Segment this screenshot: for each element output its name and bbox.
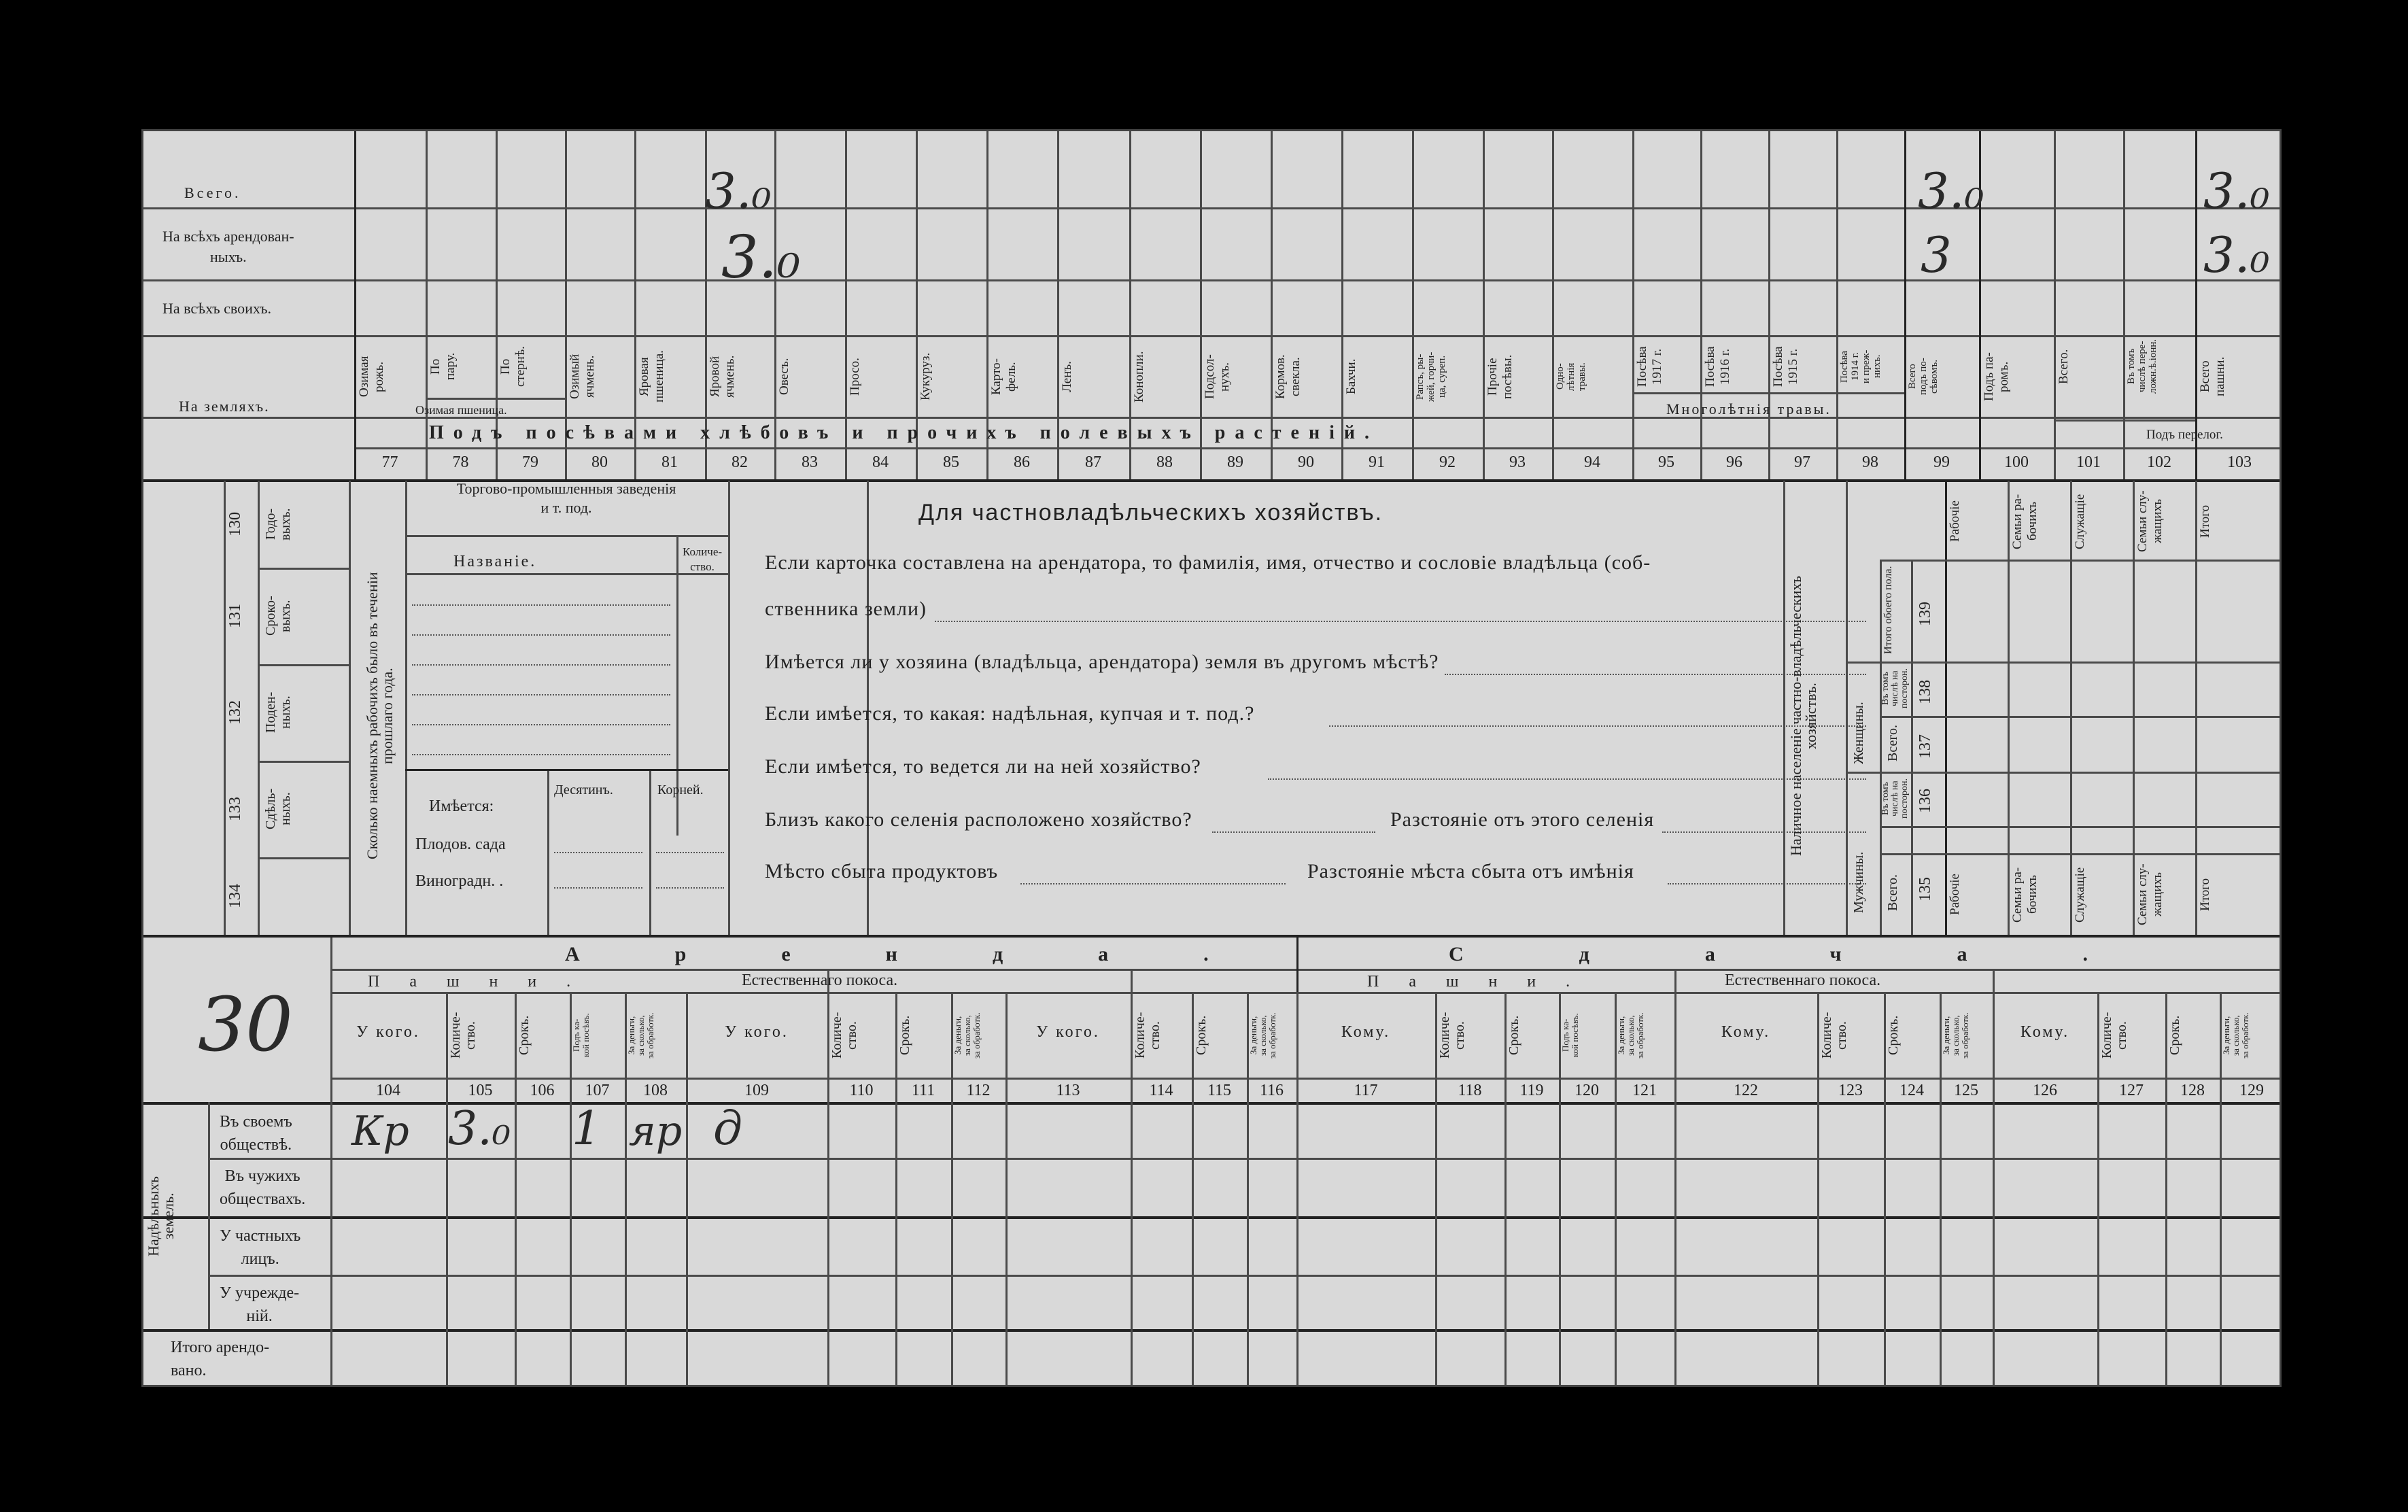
population-category: Рабочіе: [1948, 874, 1962, 916]
hw-total-103: 3.₀: [2203, 162, 2270, 220]
hw-row-term: 1: [572, 1102, 602, 1156]
crop-column-line: [1632, 131, 1634, 479]
crop-column-number: 86: [1014, 453, 1030, 471]
crop-header-label: Посѣва 1914 г. и преж- нихъ.: [1839, 349, 1882, 383]
crop-column-line: [1836, 131, 1838, 479]
worker-col-number: 133: [226, 797, 244, 821]
lease-header-komu: Кому.: [1721, 1023, 1771, 1041]
lease-column-number: 113: [1056, 1082, 1080, 1099]
lease-header-u-kogo: У кого.: [1036, 1023, 1100, 1041]
hw-row-qty: 3.₀: [448, 1102, 511, 1156]
population-label: Наличное населеніе частно-владѣльческихъ хозяйствъ.: [1787, 576, 1819, 856]
hw-row-posev: яр: [629, 1107, 683, 1155]
lease-header-za-dengi: За деньги, за сколько, за обработк.: [2221, 1012, 2250, 1059]
hw-total-99: 3.₀: [1918, 162, 1984, 220]
crop-column-line: [354, 131, 356, 479]
lease-group-line: [1674, 969, 1676, 992]
farming-question: Если имѣется, то ведется ли на ней хозяйство?: [765, 755, 1201, 778]
lease-header-pod-posev: Подъ ка- кой посѣвъ.: [1560, 1013, 1580, 1058]
group-divider: [2054, 419, 2195, 422]
center-title: Для частновладѣльческихъ хозяйствъ.: [918, 500, 1383, 526]
crop-column-number: 94: [1584, 453, 1600, 471]
lease-column-line: [1674, 992, 1676, 1387]
orchards-label: Плодов. сада: [415, 836, 506, 853]
crop-column-line: [1904, 131, 1906, 479]
population-category: Итого: [2198, 878, 2212, 912]
crop-column-line: [1412, 131, 1414, 479]
crop-column-line: [1483, 131, 1485, 479]
lease-header-kolvo: Количе- ство.: [1437, 1012, 1467, 1059]
hw-row-pay: д: [713, 1102, 743, 1156]
row-label-total: Всего.: [184, 184, 241, 201]
lease-column-line: [1296, 992, 1298, 1387]
lease-column-number: 127: [2119, 1082, 2144, 1099]
vineyards-label: Виноградн. .: [415, 872, 504, 890]
lease-header-komu: Кому.: [1341, 1023, 1391, 1041]
crop-header-label: По пару.: [428, 352, 458, 381]
label-other-society: Въ чужихъ обществахъ.: [220, 1167, 306, 1208]
lease-column-number: 117: [1354, 1082, 1378, 1099]
hw-rented-82: 3.₀: [721, 224, 801, 292]
lease-header-kolvo: Количе- ство.: [1819, 1012, 1849, 1059]
crop-header-label: Посѣва 1916 г.: [1703, 346, 1732, 387]
workers-label: Сколько наемныхъ рабочихъ было въ теченіи прошлаго года.: [364, 572, 396, 860]
lease-column-number: 125: [1954, 1082, 1978, 1099]
lease-group-line: [1993, 969, 1995, 992]
lease-column-number: 129: [2239, 1082, 2264, 1099]
crop-column-number: 91: [1369, 453, 1385, 471]
lease-column-number: 119: [1519, 1082, 1544, 1099]
crop-column-number: 102: [2147, 453, 2171, 471]
sdacha-pokos: Естественнаго покоса.: [1725, 972, 1881, 989]
lease-column-number: 128: [2180, 1082, 2205, 1099]
both-total: Итого обоего пола.: [1882, 566, 1894, 654]
lease-column-number: 106: [530, 1082, 555, 1099]
lease-column-number: 111: [911, 1082, 935, 1099]
lease-header-srok: Срокъ.: [517, 1015, 532, 1056]
crop-column-number: 100: [2004, 453, 2029, 471]
lease-column-number: 112: [966, 1082, 991, 1099]
population-category: Семьи ра- бочихъ: [2010, 867, 2040, 923]
land-type-question: Если имѣется, то какая: надѣльная, купчая и т. под.?: [765, 702, 1255, 725]
row-label-rented: На всѣхъ арендован- ныхъ.: [162, 228, 294, 265]
crop-column-number: 97: [1794, 453, 1810, 471]
crop-column-number: 99: [1933, 453, 1950, 471]
lease-header-u-kogo: У кого.: [356, 1023, 420, 1041]
num-135: 135: [1916, 877, 1934, 901]
group-perennial: Многолѣтнія травы.: [1666, 400, 1831, 417]
label-institutions: У учрежде- ній.: [220, 1284, 300, 1325]
owner-question-cont: ственника земли): [765, 598, 927, 620]
village-question: Близъ какого селенія расположено хозяйство?: [765, 808, 1192, 831]
lease-column-number: 114: [1149, 1082, 1173, 1099]
crop-column-number: 80: [591, 453, 608, 471]
sdacha-pashni: Пашни.: [1367, 973, 1600, 991]
lease-header-srok: Срокъ.: [1507, 1015, 1521, 1056]
lease-header-komu: Кому.: [2020, 1023, 2070, 1041]
crop-header-label: Яровая пшеница.: [637, 350, 666, 403]
lease-column-number: 108: [643, 1082, 668, 1099]
crop-column-number: 92: [1439, 453, 1456, 471]
lease-column-line: [1005, 992, 1008, 1387]
crop-column-number: 96: [1726, 453, 1742, 471]
crop-column-number: 90: [1298, 453, 1314, 471]
crop-header-label: По стернѣ.: [498, 346, 528, 387]
lease-header-za-dengi: За деньги, за сколько, за обработк.: [1941, 1012, 1970, 1059]
group-fallow: Подъ перелог.: [2146, 428, 2223, 442]
crop-header-label: Подсол- нухъ.: [1203, 354, 1232, 399]
lease-column-number: 122: [1734, 1082, 1758, 1099]
crop-header-label: Всего.: [2057, 349, 2071, 384]
crop-header-label: Подъ па- ромъ.: [1982, 352, 2011, 401]
lease-column-line: [1993, 992, 1995, 1387]
worker-col-label: Годо- выхъ.: [263, 508, 293, 540]
crop-column-number: 101: [2076, 453, 2101, 471]
lease-column-number: 120: [1575, 1082, 1599, 1099]
census-card: [141, 129, 2282, 1387]
crop-column-number: 103: [2227, 453, 2252, 471]
crop-column-line: [2054, 131, 2056, 479]
crop-header-label: Озимая рожь.: [357, 356, 386, 398]
num-137: 137: [1916, 734, 1934, 759]
row-label-lands: На земляхъ.: [179, 398, 270, 415]
lease-header-u-kogo: У кого.: [725, 1023, 789, 1041]
lease-column-number: 105: [468, 1082, 493, 1099]
crop-column-number: 89: [1227, 453, 1243, 471]
crop-column-line: [426, 131, 428, 479]
lease-header-pod-posev: Подъ ка- кой посѣвъ.: [571, 1013, 591, 1058]
lease-column-number: 116: [1259, 1082, 1284, 1099]
crop-column-line: [1552, 131, 1554, 479]
lease-group-line: [1131, 969, 1133, 992]
crop-column-number: 87: [1085, 453, 1101, 471]
crop-header-label: Конопли.: [1132, 351, 1146, 402]
population-category: Рабочіе: [1948, 500, 1962, 543]
crop-column-number: 79: [522, 453, 538, 471]
desyat-label: Десятинъ.: [554, 783, 613, 797]
population-category: Семьи слу- жащихъ: [2135, 863, 2165, 926]
worker-col-label: Сроко- выхъ.: [263, 596, 293, 636]
crop-header-label: Овесъ.: [777, 358, 791, 396]
lease-column-number: 107: [585, 1082, 610, 1099]
lease-header-srok: Срокъ.: [1886, 1015, 1901, 1056]
crop-column-line: [1768, 131, 1770, 479]
population-category: Итого: [2198, 504, 2212, 538]
num-138: 138: [1916, 680, 1934, 704]
crop-column-number: 82: [732, 453, 748, 471]
crop-column-line: [1700, 131, 1702, 479]
lease-header-kolvo: Количе- ство.: [829, 1012, 859, 1059]
trade-name-head: Названіе.: [453, 553, 537, 570]
worker-col-number: 131: [226, 604, 244, 628]
lease-column-line: [330, 938, 332, 1387]
worker-col-label: Сдѣль- ныхъ.: [263, 788, 293, 830]
lease-header-srok: Срокъ.: [897, 1015, 912, 1056]
label-private: У частныхъ лицъ.: [220, 1227, 301, 1268]
lease-header-za-dengi: За деньги, за сколько, за обработк.: [1616, 1012, 1645, 1059]
crop-header-label: Всего подъ по- сѣвомъ.: [1907, 358, 1940, 396]
other-land-question: Имѣется ли у хозяина (владѣльца, арендатора) земля въ другомъ мѣстѣ?: [765, 651, 1439, 673]
worker-col-label: Поден- ныхъ.: [263, 691, 293, 734]
crop-header-label: Бахчи.: [1344, 358, 1358, 395]
lease-column-number: 118: [1458, 1082, 1482, 1099]
lease-header-srok: Срокъ.: [2167, 1015, 2182, 1056]
lease-column-number: 104: [376, 1082, 400, 1099]
crop-header-label: Рапсъ, ры- жей, горчи- ца, суреп.: [1415, 351, 1447, 402]
worker-col-number: 132: [226, 700, 244, 725]
crop-header-label: Одно- лѣтнія травы.: [1555, 362, 1587, 391]
population-category: Служащіе: [2073, 867, 2087, 923]
crop-header-label: Кукуруз.: [918, 352, 933, 401]
group-winter-wheat: Озимая пшеница.: [415, 403, 507, 417]
crop-column-number: 84: [872, 453, 889, 471]
label-own-society: Въ своемъ обществѣ.: [220, 1113, 292, 1154]
roots-label: Корней.: [657, 783, 704, 797]
hw-rented-99: 3: [1921, 226, 1952, 284]
crop-column-number: 88: [1156, 453, 1173, 471]
lease-column-number: 115: [1207, 1082, 1232, 1099]
village-distance: Разстояніе отъ этого селенія: [1390, 808, 1655, 831]
arenda-pashni: Пашни.: [368, 973, 601, 991]
group-divider: [426, 398, 565, 400]
lease-header-za-dengi: За деньги, за сколько, за обработк.: [1248, 1012, 1277, 1059]
lease-header-srok: Срокъ.: [1194, 1015, 1209, 1056]
trade-qty-head: Количе- ство.: [682, 545, 723, 573]
label-total-rented: Итого арендо- вано.: [171, 1339, 270, 1379]
crop-header-label: Карто- фель.: [989, 358, 1018, 395]
men-total: Всего.: [1885, 874, 1900, 912]
women-total: Всего.: [1885, 724, 1900, 762]
hw-arenda-total: 30: [198, 981, 293, 1068]
men-label: Мужчины.: [1851, 851, 1866, 914]
worker-col-number: 130: [226, 512, 244, 536]
lease-column-number: 123: [1838, 1082, 1863, 1099]
crop-column-number: 77: [381, 453, 398, 471]
lease-column-number: 126: [2033, 1082, 2057, 1099]
crop-header-label: Озимый ячмень.: [568, 354, 597, 400]
crop-header-label: Всего пашни.: [2198, 356, 2227, 397]
lease-column-number: 124: [1899, 1082, 1924, 1099]
crop-column-number: 93: [1509, 453, 1526, 471]
num-139: 139: [1916, 602, 1934, 626]
lease-column-number: 109: [744, 1082, 769, 1099]
crop-column-number: 95: [1658, 453, 1674, 471]
population-category: Семьи ра- бочихъ: [2010, 494, 2040, 549]
crop-header-label: Посѣва 1917 г.: [1635, 346, 1664, 387]
trade-title: Торгово-промышленныя заведенія и т. под.: [456, 480, 676, 516]
lease-header-kolvo: Количе- ство.: [1133, 1012, 1163, 1059]
population-category: Семьи слу- жащихъ: [2135, 490, 2165, 553]
population-category: Служащіе: [2073, 494, 2087, 549]
label-nadel: Надѣльныхъ земель.: [145, 1176, 177, 1256]
crop-header-label: Кормов. свекла.: [1273, 354, 1303, 399]
hw-row-kogo: Кр: [351, 1107, 409, 1155]
lease-header-kolvo: Количе- ство.: [2099, 1012, 2129, 1059]
lease-column-number: 121: [1632, 1082, 1657, 1099]
crop-column-number: 78: [452, 453, 469, 471]
crop-banner: Подъ посѣвами хлѣбовъ и прочихъ полевыхъ растеній.: [429, 422, 1379, 443]
worker-col-number: 134: [226, 884, 244, 908]
crop-column-number: 81: [661, 453, 678, 471]
women-label: Женщины.: [1851, 702, 1866, 764]
row-label-own: На всѣхъ своихъ.: [162, 300, 271, 317]
crop-header-label: Посѣва 1915 г.: [1771, 346, 1800, 387]
crop-header-label: Яровой ячмень.: [708, 355, 737, 398]
hw-total-82: 3.₀: [705, 162, 772, 220]
hw-rented-103: 3.₀: [2203, 226, 2270, 284]
crop-column-number: 85: [943, 453, 959, 471]
crop-column-number: 98: [1862, 453, 1878, 471]
crop-column-line: [2123, 131, 2125, 479]
lease-header-kolvo: Количе- ство.: [448, 1012, 478, 1059]
women-outside: Въ томъ числѣ на посторон.: [1880, 668, 1910, 709]
num-136: 136: [1916, 789, 1934, 813]
lease-column-number: 110: [849, 1082, 874, 1099]
lease-header-za-dengi: За деньги, за сколько, за обработк.: [626, 1012, 655, 1059]
crop-header-label: Просо.: [848, 358, 862, 396]
men-outside: Въ томъ числѣ на посторон.: [1880, 778, 1910, 819]
sdacha-banner: Сдача.: [1449, 943, 2204, 965]
lease-column-line: [686, 992, 688, 1387]
crop-header-label: Ленъ.: [1060, 361, 1074, 392]
owner-question: Если карточка составлена на арендатора, то фамилія, имя, отчество и сословіе владѣльца (соб-: [765, 551, 1651, 574]
arenda-pokos: Естественнаго покоса.: [742, 972, 898, 989]
crop-header-label: Прочіе посѣвы.: [1485, 354, 1515, 399]
market-distance: Разстояніе мѣста сбыта отъ имѣнія: [1307, 860, 1634, 882]
has-label: Имѣется:: [429, 797, 494, 815]
crop-column-number: 83: [802, 453, 818, 471]
market-question: Мѣсто сбыта продуктовъ: [765, 860, 999, 882]
arenda-banner: Аренда.: [565, 943, 1304, 965]
lease-header-za-dengi: За деньги, за сколько, за обработк.: [952, 1012, 982, 1059]
crop-header-label: Въ томъ числѣ пере- ложн.ѣ.іонн.: [2126, 339, 2158, 394]
